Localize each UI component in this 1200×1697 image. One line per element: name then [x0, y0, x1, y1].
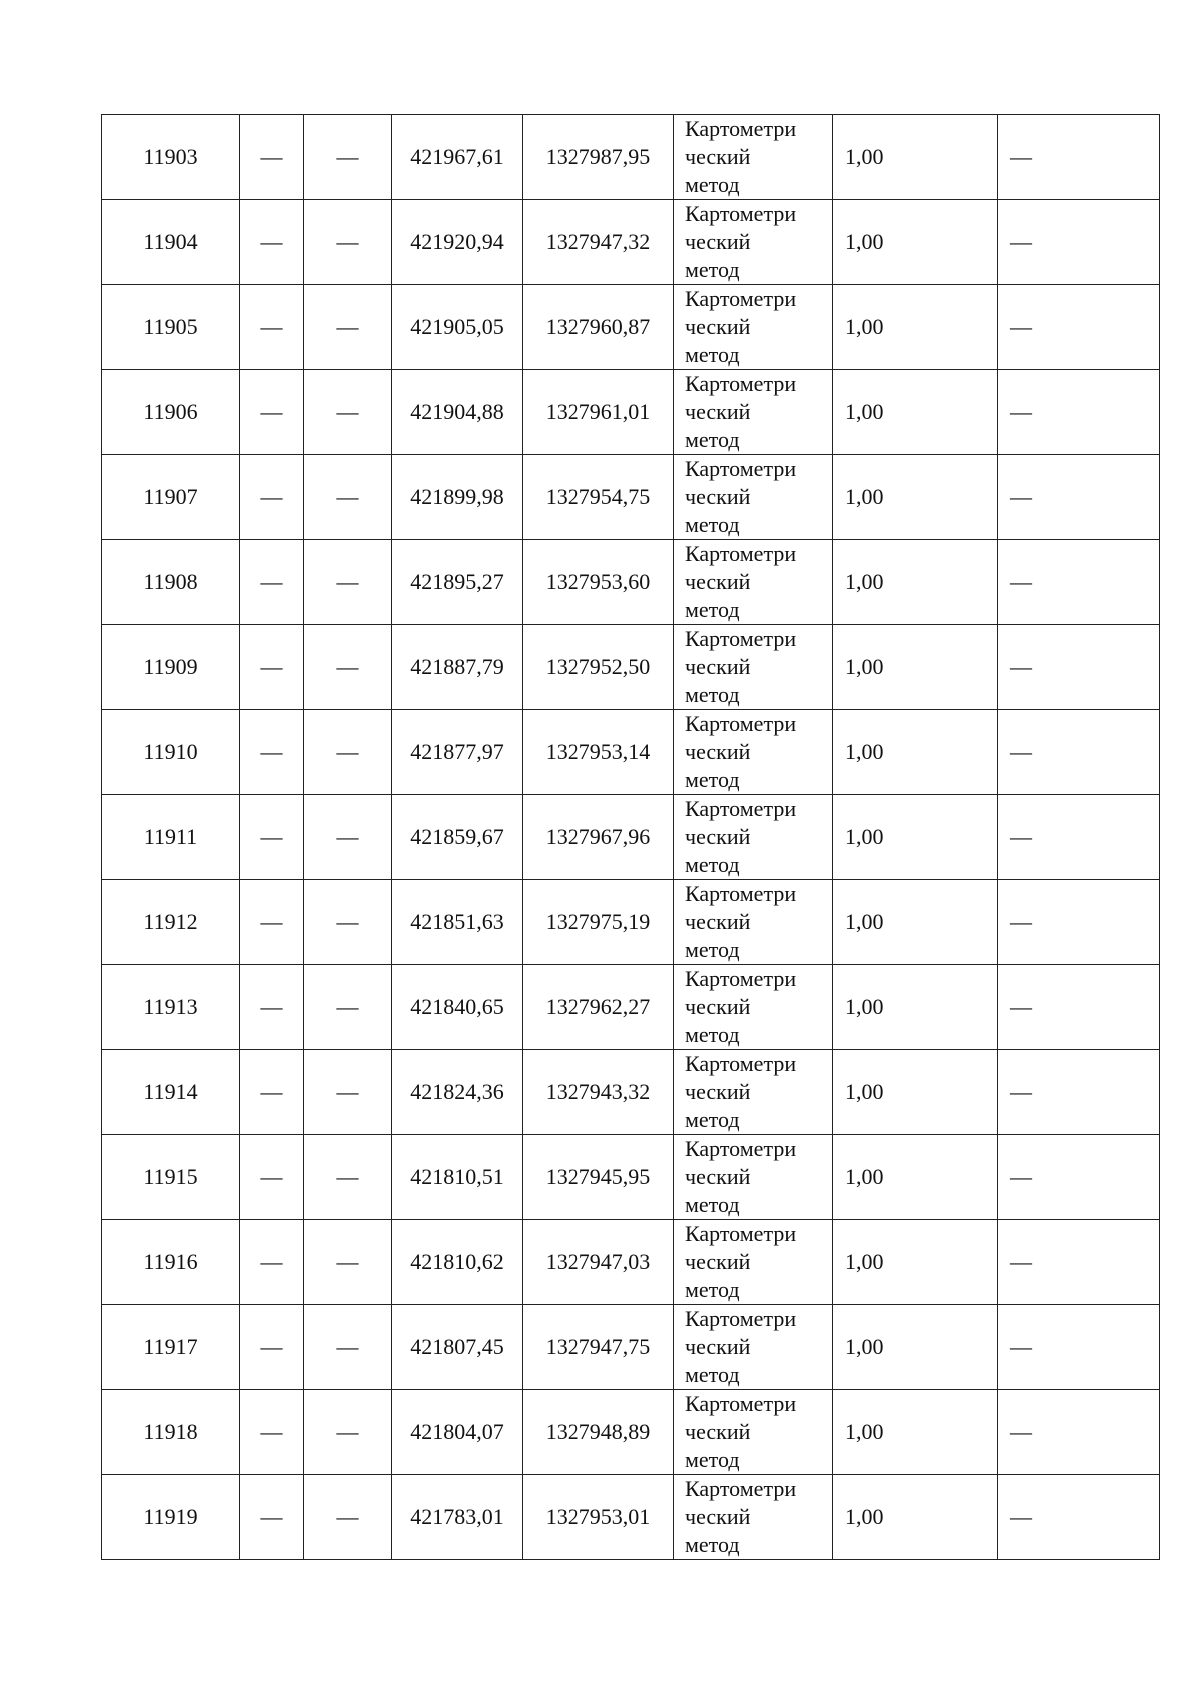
- method-line: ческий: [685, 1504, 751, 1529]
- dash-cell: —: [240, 1305, 304, 1390]
- method-line: ческий: [685, 314, 751, 339]
- method-line: метод: [685, 852, 740, 877]
- point-number-cell: 11906: [102, 370, 240, 455]
- method-line: Картометри: [685, 796, 797, 821]
- method-line: метод: [685, 257, 740, 282]
- dash-cell: —: [304, 115, 392, 200]
- accuracy-cell: 1,00: [833, 1050, 998, 1135]
- y-coordinate-cell: 1327953,60: [523, 540, 674, 625]
- table-row: [102, 965, 1160, 1050]
- point-number-cell: 11903: [102, 115, 240, 200]
- dash-cell: —: [304, 880, 392, 965]
- y-coordinate-cell: 1327975,19: [523, 880, 674, 965]
- table-row: [102, 540, 1160, 625]
- method-line: ческий: [685, 569, 751, 594]
- method-line: метод: [685, 937, 740, 962]
- table-row: [102, 1390, 1160, 1475]
- accuracy-cell: 1,00: [833, 880, 998, 965]
- accuracy-cell: 1,00: [833, 115, 998, 200]
- dash-cell: —: [304, 795, 392, 880]
- dash-cell: —: [240, 370, 304, 455]
- method-line: Картометри: [685, 1051, 797, 1076]
- method-line: метод: [685, 512, 740, 537]
- method-cell: [674, 710, 833, 795]
- method-line: ческий: [685, 909, 751, 934]
- table-row: [102, 200, 1160, 285]
- table-body: [102, 115, 1160, 1560]
- dash-cell: —: [304, 1475, 392, 1560]
- method-cell: [674, 540, 833, 625]
- y-coordinate-cell: 1327953,01: [523, 1475, 674, 1560]
- dash-cell: —: [240, 200, 304, 285]
- method-line: ческий: [685, 1079, 751, 1104]
- x-coordinate-cell: 421810,62: [392, 1220, 523, 1305]
- method-cell: [674, 455, 833, 540]
- x-coordinate-cell: 421840,65: [392, 965, 523, 1050]
- method-cell: [674, 880, 833, 965]
- table-row: [102, 880, 1160, 965]
- method-line: Картометри: [685, 1391, 797, 1416]
- method-cell: [674, 1475, 833, 1560]
- method-line: метод: [685, 597, 740, 622]
- method-line: метод: [685, 172, 740, 197]
- method-line: метод: [685, 342, 740, 367]
- x-coordinate-cell: 421859,67: [392, 795, 523, 880]
- accuracy-cell: 1,00: [833, 710, 998, 795]
- point-number-cell: 11915: [102, 1135, 240, 1220]
- table-row: [102, 1305, 1160, 1390]
- method-line: ческий: [685, 654, 751, 679]
- method-line: метод: [685, 1447, 740, 1472]
- accuracy-cell: 1,00: [833, 1220, 998, 1305]
- dash-cell: —: [240, 115, 304, 200]
- method-line: ческий: [685, 229, 751, 254]
- x-coordinate-cell: 421967,61: [392, 115, 523, 200]
- method-line: ческий: [685, 484, 751, 509]
- method-line: Картометри: [685, 456, 797, 481]
- point-number-cell: 11910: [102, 710, 240, 795]
- dash-cell: —: [304, 710, 392, 795]
- table-row: [102, 1135, 1160, 1220]
- method-line: ческий: [685, 144, 751, 169]
- y-coordinate-cell: 1327952,50: [523, 625, 674, 710]
- method-cell: [674, 965, 833, 1050]
- method-line: Картометри: [685, 711, 797, 736]
- table-row: [102, 1220, 1160, 1305]
- dash-cell: —: [240, 285, 304, 370]
- y-coordinate-cell: 1327947,03: [523, 1220, 674, 1305]
- method-line: ческий: [685, 739, 751, 764]
- dash-cell: —: [998, 285, 1160, 370]
- table-row: [102, 1050, 1160, 1135]
- method-line: Картометри: [685, 541, 797, 566]
- y-coordinate-cell: 1327948,89: [523, 1390, 674, 1475]
- y-coordinate-cell: 1327962,27: [523, 965, 674, 1050]
- x-coordinate-cell: 421895,27: [392, 540, 523, 625]
- x-coordinate-cell: 421877,97: [392, 710, 523, 795]
- y-coordinate-cell: 1327953,14: [523, 710, 674, 795]
- y-coordinate-cell: 1327954,75: [523, 455, 674, 540]
- method-line: Картометри: [685, 1476, 797, 1501]
- dash-cell: —: [998, 1390, 1160, 1475]
- accuracy-cell: 1,00: [833, 455, 998, 540]
- x-coordinate-cell: 421887,79: [392, 625, 523, 710]
- dash-cell: —: [998, 965, 1160, 1050]
- method-cell: [674, 795, 833, 880]
- method-line: Картометри: [685, 966, 797, 991]
- method-line: метод: [685, 682, 740, 707]
- accuracy-cell: 1,00: [833, 1390, 998, 1475]
- coordinates-table: [101, 114, 1160, 1560]
- point-number-cell: 11913: [102, 965, 240, 1050]
- x-coordinate-cell: 421920,94: [392, 200, 523, 285]
- dash-cell: —: [998, 625, 1160, 710]
- point-number-cell: 11911: [102, 795, 240, 880]
- point-number-cell: 11912: [102, 880, 240, 965]
- table-row: [102, 370, 1160, 455]
- y-coordinate-cell: 1327987,95: [523, 115, 674, 200]
- dash-cell: —: [304, 200, 392, 285]
- method-line: Картометри: [685, 1221, 797, 1246]
- point-number-cell: 11917: [102, 1305, 240, 1390]
- table-row: [102, 285, 1160, 370]
- dash-cell: —: [998, 710, 1160, 795]
- point-number-cell: 11908: [102, 540, 240, 625]
- method-line: ческий: [685, 399, 751, 424]
- y-coordinate-cell: 1327960,87: [523, 285, 674, 370]
- method-line: метод: [685, 1362, 740, 1387]
- dash-cell: —: [240, 880, 304, 965]
- accuracy-cell: 1,00: [833, 1475, 998, 1560]
- method-cell: [674, 625, 833, 710]
- method-cell: [674, 1305, 833, 1390]
- dash-cell: —: [304, 625, 392, 710]
- x-coordinate-cell: 421783,01: [392, 1475, 523, 1560]
- method-cell: [674, 285, 833, 370]
- accuracy-cell: 1,00: [833, 625, 998, 710]
- dash-cell: —: [998, 370, 1160, 455]
- y-coordinate-cell: 1327947,32: [523, 200, 674, 285]
- method-line: Картометри: [685, 371, 797, 396]
- dash-cell: —: [240, 1050, 304, 1135]
- method-line: ческий: [685, 1334, 751, 1359]
- dash-cell: —: [304, 1135, 392, 1220]
- accuracy-cell: 1,00: [833, 1305, 998, 1390]
- method-line: ческий: [685, 1249, 751, 1274]
- x-coordinate-cell: 421807,45: [392, 1305, 523, 1390]
- dash-cell: —: [240, 795, 304, 880]
- dash-cell: —: [240, 625, 304, 710]
- accuracy-cell: 1,00: [833, 200, 998, 285]
- method-line: Картометри: [685, 626, 797, 651]
- dash-cell: —: [304, 1390, 392, 1475]
- point-number-cell: 11914: [102, 1050, 240, 1135]
- accuracy-cell: 1,00: [833, 1135, 998, 1220]
- dash-cell: —: [998, 880, 1160, 965]
- method-line: метод: [685, 1277, 740, 1302]
- dash-cell: —: [304, 540, 392, 625]
- accuracy-cell: 1,00: [833, 540, 998, 625]
- table-row: [102, 455, 1160, 540]
- dash-cell: —: [240, 1475, 304, 1560]
- dash-cell: —: [304, 1050, 392, 1135]
- dash-cell: —: [240, 540, 304, 625]
- dash-cell: —: [304, 455, 392, 540]
- accuracy-cell: 1,00: [833, 795, 998, 880]
- x-coordinate-cell: 421851,63: [392, 880, 523, 965]
- dash-cell: —: [304, 285, 392, 370]
- dash-cell: —: [304, 1305, 392, 1390]
- x-coordinate-cell: 421904,88: [392, 370, 523, 455]
- dash-cell: —: [998, 540, 1160, 625]
- dash-cell: —: [998, 1220, 1160, 1305]
- method-cell: [674, 1390, 833, 1475]
- method-line: Картометри: [685, 881, 797, 906]
- dash-cell: —: [998, 115, 1160, 200]
- method-cell: [674, 1220, 833, 1305]
- table-row: [102, 710, 1160, 795]
- accuracy-cell: 1,00: [833, 370, 998, 455]
- dash-cell: —: [998, 200, 1160, 285]
- dash-cell: —: [304, 370, 392, 455]
- table-row: [102, 625, 1160, 710]
- accuracy-cell: 1,00: [833, 965, 998, 1050]
- method-line: ческий: [685, 1419, 751, 1444]
- method-line: метод: [685, 1532, 740, 1557]
- method-line: ческий: [685, 994, 751, 1019]
- table-row: [102, 1475, 1160, 1560]
- accuracy-cell: 1,00: [833, 285, 998, 370]
- x-coordinate-cell: 421899,98: [392, 455, 523, 540]
- y-coordinate-cell: 1327961,01: [523, 370, 674, 455]
- method-line: Картометри: [685, 116, 797, 141]
- method-line: метод: [685, 767, 740, 792]
- dash-cell: —: [998, 455, 1160, 540]
- method-line: Картометри: [685, 1136, 797, 1161]
- point-number-cell: 11904: [102, 200, 240, 285]
- x-coordinate-cell: 421810,51: [392, 1135, 523, 1220]
- method-line: ческий: [685, 1164, 751, 1189]
- dash-cell: —: [304, 1220, 392, 1305]
- dash-cell: —: [998, 1305, 1160, 1390]
- method-line: ческий: [685, 824, 751, 849]
- method-cell: [674, 1050, 833, 1135]
- dash-cell: —: [998, 795, 1160, 880]
- point-number-cell: 11919: [102, 1475, 240, 1560]
- y-coordinate-cell: 1327947,75: [523, 1305, 674, 1390]
- dash-cell: —: [240, 710, 304, 795]
- point-number-cell: 11918: [102, 1390, 240, 1475]
- method-cell: [674, 200, 833, 285]
- dash-cell: —: [304, 965, 392, 1050]
- method-cell: [674, 115, 833, 200]
- dash-cell: —: [240, 455, 304, 540]
- dash-cell: —: [998, 1050, 1160, 1135]
- x-coordinate-cell: 421804,07: [392, 1390, 523, 1475]
- method-line: Картометри: [685, 286, 797, 311]
- method-line: Картометри: [685, 201, 797, 226]
- dash-cell: —: [240, 965, 304, 1050]
- method-line: метод: [685, 1107, 740, 1132]
- table-row: [102, 795, 1160, 880]
- point-number-cell: 11907: [102, 455, 240, 540]
- method-line: Картометри: [685, 1306, 797, 1331]
- method-line: метод: [685, 427, 740, 452]
- table-row: [102, 115, 1160, 200]
- dash-cell: —: [240, 1390, 304, 1475]
- dash-cell: —: [240, 1220, 304, 1305]
- dash-cell: —: [998, 1475, 1160, 1560]
- point-number-cell: 11916: [102, 1220, 240, 1305]
- method-cell: [674, 1135, 833, 1220]
- point-number-cell: 11909: [102, 625, 240, 710]
- y-coordinate-cell: 1327945,95: [523, 1135, 674, 1220]
- method-line: метод: [685, 1192, 740, 1217]
- y-coordinate-cell: 1327943,32: [523, 1050, 674, 1135]
- method-line: метод: [685, 1022, 740, 1047]
- point-number-cell: 11905: [102, 285, 240, 370]
- method-cell: [674, 370, 833, 455]
- x-coordinate-cell: 421824,36: [392, 1050, 523, 1135]
- dash-cell: —: [998, 1135, 1160, 1220]
- dash-cell: —: [240, 1135, 304, 1220]
- y-coordinate-cell: 1327967,96: [523, 795, 674, 880]
- x-coordinate-cell: 421905,05: [392, 285, 523, 370]
